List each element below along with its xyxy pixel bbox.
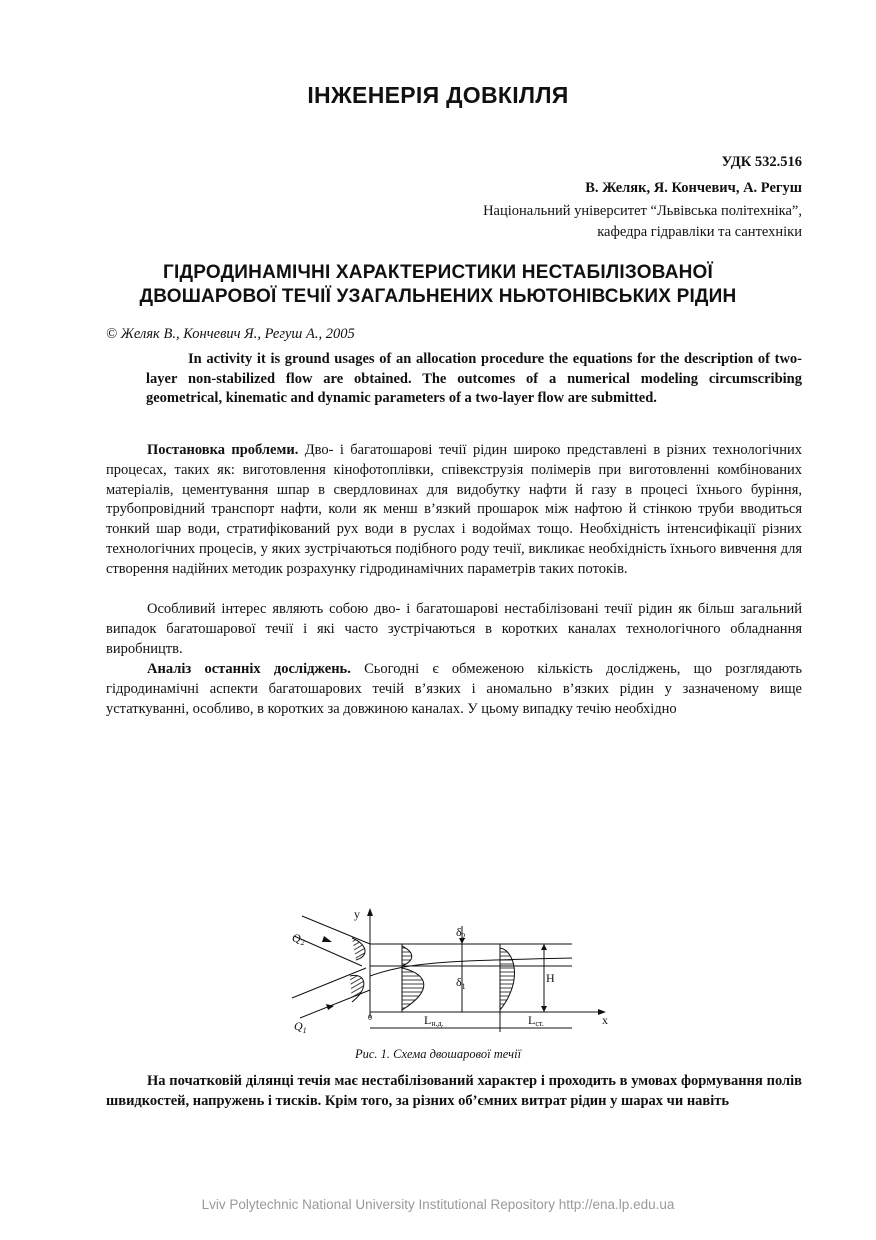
section-problem-statement: [106, 441, 802, 580]
entry-length-label: Lн.д.: [424, 1013, 444, 1028]
affiliation-line-1: Національний університет “Львівська політехніка”,: [483, 203, 802, 219]
q1-label: $Q_1$: [294, 1019, 307, 1035]
paragraph: Особливий інтерес являють собою дво- і багатошарові нестабілізовані течії рідин як більш загальний випадок багатошарової течії і які часто зустрічаються в коротких каналах технологічного обладнання виробництв.: [106, 601, 802, 657]
figure-caption: Рис. 1. Схема двошарової течії: [354, 1047, 522, 1061]
section-heading: Аналіз останніх досліджень.: [147, 661, 351, 677]
paper-title-line-1: ГІДРОДИНАМІЧНІ ХАРАКТЕРИСТИКИ НЕСТАБІЛІЗОВАНОЇ: [163, 262, 713, 283]
delta1-label: $\delta_1$: [456, 975, 466, 991]
two-layer-flow-diagram: [282, 906, 612, 1046]
delta2-label: $\delta_2$: [456, 925, 466, 941]
section-heading: Постановка проблеми.: [147, 442, 299, 458]
abstract: In activity it is ground usages of an allocation procedure the equations for the description of two-layer non-stabilized flow are obtained. The outcomes of a numerical modeling circumscribing geometrical, kinematic and dynamic parameters of a two-layer flow are submitted.: [146, 351, 802, 407]
paper-title-line-2: ДВОШАРОВОЇ ТЕЧІЇ УЗАГАЛЬНЕНИХ НЬЮТОНІВСЬКИХ РІДИН: [139, 286, 737, 307]
height-label: H: [546, 971, 555, 985]
copyright: © Желяк В., Кончевич Я., Регуш А., 2005: [106, 326, 355, 342]
section-text: Сьогодні є обмеженою кількість досліджень, що розглядають гідродинамічні аспекти багатошарових течій в’язких і аномально в’язких рідин у зазначеному вище устаткуванні, особливо, в коротких за довжиною каналах. У цьому випадку течію необхідно: [106, 661, 802, 717]
y-axis-label: y: [354, 907, 360, 921]
authors: В. Желяк, Я. Кончевич, А. Регуш: [585, 180, 802, 196]
journal-title: ІНЖЕНЕРІЯ ДОВКІЛЛЯ: [307, 82, 569, 108]
udk-code: УДК 532.516: [721, 154, 802, 170]
stabilized-length-label: Lст.: [528, 1013, 544, 1028]
x-axis-label: x: [602, 1013, 608, 1027]
paragraph-after-figure: На початковій ділянці течія має нестабілізований характер і проходить в умовах формування полів швидкостей, напружень і тисків. Крім того, за різних об’ємних витрат рідин у шарах чи навіть: [106, 1073, 802, 1109]
affiliation-line-2: кафедра гідравліки та сантехніки: [597, 224, 802, 240]
repository-footer: Lviv Polytechnic National University Institutional Repository http://ena.lp.edu.ua: [201, 1197, 675, 1212]
q2-label: $Q_2$: [292, 931, 305, 947]
origin-label: 0: [368, 1013, 372, 1022]
section-text: Дво- і багатошарові течії рідин широко представлені в різних технологічних процесах, таких як: виготовлення кінофотоплівки, співекструзія полімерів при виготовленні комбінованих матеріалів, цементування шпар в свердловинах для видобутку нафти й газу в процесі їхнього буріння, трубопровідний транспорт нафти, коли як менш в’язкий прошарок між нафтою й стінкою труби вводиться тонкий шар води, стратифікований рух води в руслах і водоймах тощо. Необхідність інтенсифікації різних технологічних процесів, у яких зустрічаються подібного роду течії, викликає необхідність їхнього вивчення для створення надійних методик розрахунку гідродинамічних параметрів таких потоків.: [106, 442, 802, 577]
section-recent-research: [106, 660, 802, 719]
